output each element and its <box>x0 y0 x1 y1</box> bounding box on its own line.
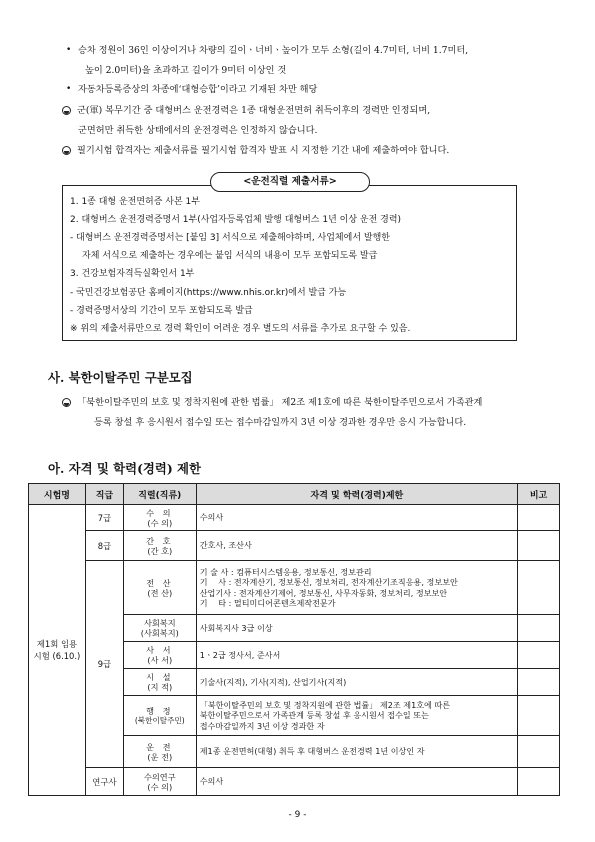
series-sub: (수 의) <box>147 517 173 528</box>
note-cell <box>518 505 560 531</box>
qual-line: 산업기사 : 전자계산기제어, 정보통신, 사무자동화, 정보처리, 정보보안 <box>199 587 448 598</box>
qual-cell <box>196 736 517 768</box>
qual-line: 북한이탈주민으로서 가족관계 등록 창설 후 응시원서 접수일 또는 <box>199 710 429 721</box>
qual-line: 사회복지사 3급 이상 <box>199 622 273 633</box>
series-cell <box>123 615 196 642</box>
series-sub: (전 산) <box>147 587 173 598</box>
table-row <box>29 561 560 615</box>
note-circle-icon <box>62 146 71 155</box>
series-sub: (사회복지) <box>140 628 179 638</box>
grade-cell: 9급 <box>85 561 123 768</box>
note-cell <box>518 561 560 615</box>
grade-cell: 7급 <box>85 505 123 531</box>
section-title-defector: 사. 북한이탈주민 구분모집 <box>48 370 193 385</box>
note-cell <box>518 669 560 696</box>
doc-line: ※ 위의 제출서류만으로 경력 확인이 어려운 경우 별도의 서류를 추가로 요구할 수 있음. <box>70 324 411 334</box>
defector-text: 「북한이탈주민의 보호 및 정착지원에 관한 법률」 제2조 제1호에 따른 북한이탈주민으로서 가족관계 <box>77 397 483 408</box>
series-sub: (간 호) <box>147 545 173 556</box>
doc-line: 2. 대형버스 운전경력증명서 1부(사업자등록업체 발행 대형버스 1년 이상 운전 경력) <box>70 215 402 225</box>
header-series: 직렬(직류) <box>123 484 196 505</box>
qual-cell <box>196 505 517 531</box>
page-number: - 9 - <box>288 810 307 820</box>
series-name: 행 정 <box>146 705 174 716</box>
series-name: 사 서 <box>146 645 174 655</box>
qual-line: 수의사 <box>199 776 224 787</box>
bullet-dot: • <box>66 84 72 94</box>
section-title-qualifications: 아. 자격 및 학력(경력) 제한 <box>48 461 201 476</box>
qual-line: 수의사 <box>199 512 224 523</box>
qual-cell <box>196 696 517 736</box>
series-cell <box>123 696 196 736</box>
note-circle-icon <box>62 398 71 407</box>
qual-line: 기 술 사 : 컴퓨터시스템응용, 정보통신, 정보관리 <box>199 566 372 577</box>
note-text: 필기시험 합격자는 제출서류를 필기시험 합격자 발표 시 지정한 기간 내에 제출하여야 합니다. <box>77 145 450 156</box>
series-cell <box>123 669 196 696</box>
qualification-table <box>28 483 560 796</box>
bullet-dot: • <box>66 45 72 55</box>
series-name: 간 호 <box>146 535 174 546</box>
series-cell <box>123 642 196 669</box>
qual-cell <box>196 531 517 561</box>
series-cell <box>123 736 196 768</box>
series-sub: (북한이탈주민) <box>134 715 185 725</box>
required-documents-box <box>62 185 517 341</box>
series-cell <box>123 768 196 796</box>
note-cell <box>518 768 560 796</box>
header-qualification: 자격 및 학력(경력)제한 <box>196 484 517 505</box>
doc-line: 1. 1종 대형 운전면허증 사본 1부 <box>70 197 200 207</box>
header-grade: 직급 <box>85 484 123 505</box>
qual-line: 기술사(지적), 기사(지적), 산업기사(지적) <box>199 676 347 687</box>
table-row <box>29 505 560 531</box>
series-name: 운 전 <box>146 741 174 752</box>
series-cell <box>123 505 196 531</box>
bullet-text: 자동차등록증상의 차종에‘대형승합’이라고 기재된 차만 해당 <box>78 84 318 95</box>
note-cell <box>518 642 560 669</box>
qual-cell <box>196 669 517 696</box>
doc-line: 3. 건강보험자격득실확인서 1부 <box>70 269 195 279</box>
qual-cell <box>196 561 517 615</box>
doc-line: - 국민건강보험공단 홈페이지(https://www.nhis.or.kr)에서 발급 가능 <box>70 288 347 298</box>
series-cell <box>123 531 196 561</box>
doc-line: 자체 서식으로 제출하는 경우에는 붙임 서식의 내용이 모두 포함되도록 발급 <box>82 251 378 261</box>
series-sub: (지 적) <box>147 682 173 692</box>
qual-line: 접수마감일까지 3년 이상 경과한 자 <box>199 720 325 731</box>
note-cell <box>518 696 560 736</box>
note-text: 군(軍) 복무기간 중 대형버스 운전경력은 1종 대형운전면허 취득이후의 경력만 인정되며, <box>77 105 431 116</box>
note-cell <box>518 736 560 768</box>
doc-line: - 대형버스 운전경력증명서는 [붙임 3] 서식으로 제출해야하며, 사업체에서 발행한 <box>70 233 390 243</box>
grade-cell: 연구사 <box>85 768 123 796</box>
qual-line: 「북한이탈주민의 보호 및 정착지원에 관한 법률」 제2조 제1호에 따른 <box>199 699 451 710</box>
table-row <box>29 531 560 561</box>
qual-line: 제1종 운전면허(대형) 취득 후 대형버스 운전경력 1년 이상인 자 <box>199 746 425 757</box>
series-cell <box>123 561 196 615</box>
header-exam: 시험명 <box>29 484 86 505</box>
exam-name: 제1회 임용 시험 (6.10.) <box>29 505 86 796</box>
qual-line: 간호사, 조산사 <box>199 540 252 551</box>
qual-cell <box>196 615 517 642</box>
series-name: 수의연구 <box>143 771 176 782</box>
table-row <box>29 768 560 796</box>
defector-text-cont: 등록 창설 후 응시원서 접수일 또는 접수마감일까지 3년 이상 경과한 경우만 응시 가능합니다. <box>94 417 467 428</box>
note-cell <box>518 531 560 561</box>
required-documents-title: <운전직렬 제출서류> <box>210 172 370 192</box>
grade-cell: 8급 <box>85 531 123 561</box>
doc-line: - 경력증명서상의 기간이 모두 포함되도록 발급 <box>70 306 253 316</box>
note-cell <box>518 615 560 642</box>
bullet-text: 승차 정원이 36인 이상이거나 차량의 길이ㆍ너비ㆍ높이가 모두 소형(길이 4.7미터, 너비 1.7미터, <box>78 45 469 56</box>
header-note: 비고 <box>518 484 560 505</box>
series-name: 사회복지 <box>143 618 176 628</box>
series-name: 전 산 <box>146 577 174 588</box>
qual-cell <box>196 768 517 796</box>
note-circle-icon <box>62 106 71 115</box>
bullet-text-cont: 높이 2.0미터)을 초과하고 길이가 9미터 이상인 것 <box>85 65 287 76</box>
series-name: 시 설 <box>146 672 174 682</box>
series-sub: (수 의) <box>147 781 173 792</box>
series-sub: (사 서) <box>147 655 173 665</box>
qual-cell <box>196 642 517 669</box>
qual-line: 기 사 : 전자계산기, 정보통신, 정보처리, 전자계산기조직응용, 정보보안 <box>199 577 458 587</box>
table-header-row <box>29 484 560 505</box>
qual-line: 1ㆍ2급 정사서, 준사서 <box>199 649 281 660</box>
series-sub: (운 전) <box>147 751 173 762</box>
qual-line: 기 타 : 멀티미디어콘텐츠제작전문가 <box>199 598 336 608</box>
note-text-cont: 군면허만 취득한 상태에서의 운전경력은 인정하지 않습니다. <box>78 125 318 136</box>
series-name: 수 의 <box>146 507 174 518</box>
